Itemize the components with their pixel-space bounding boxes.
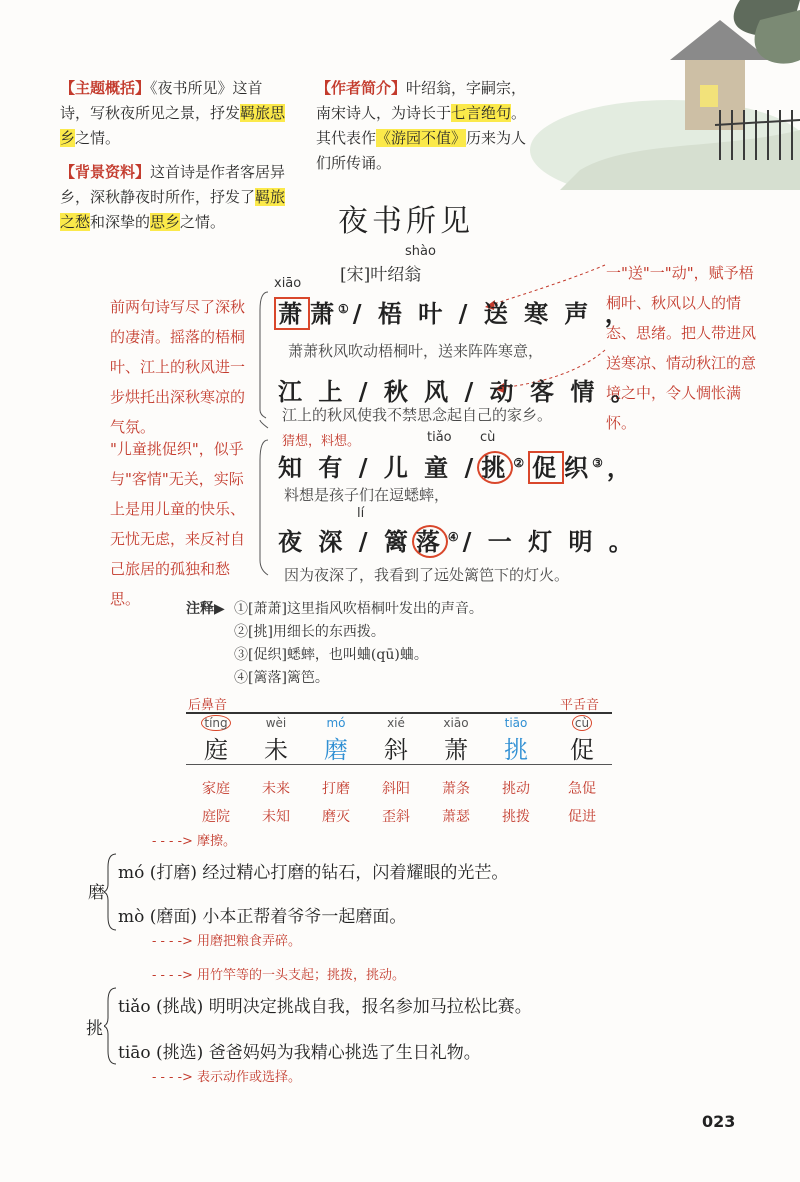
note-marker-1: ① <box>338 302 353 316</box>
background-label: 【背景资料】 <box>60 163 151 181</box>
mo-top-note: - - - -> 摩擦。 <box>152 834 237 849</box>
author-intro <box>316 76 536 176</box>
author-highlight-1: 七言绝句 <box>451 104 512 122</box>
char-wei: 未 <box>264 736 288 764</box>
tiao-sentence-1: tiǎo (挑战) 明明决定挑战自我，报名参加马拉松比赛。 <box>118 997 532 1017</box>
page-number: 023 <box>702 1112 736 1131</box>
note-item-4: ④[篱落]篱笆。 <box>234 670 329 686</box>
boxed-char-xiao: 萧 <box>274 297 310 330</box>
left-brace-lines <box>258 290 272 580</box>
char-col-ting <box>186 716 246 831</box>
circled-char-luo: 落 <box>412 525 448 558</box>
poem-line-4 <box>278 522 637 557</box>
word-cu-2: 促进 <box>568 809 596 825</box>
author-highlight-2: 《游园不值》 <box>376 129 467 147</box>
theme-highlight: 羁旅思乡 <box>60 104 286 147</box>
author-pinyin: shào <box>405 244 436 259</box>
theme-text-end: 之情。 <box>75 129 121 147</box>
author-label: 【作者简介】 <box>316 79 407 97</box>
pinyin-ting: tíng <box>201 715 230 731</box>
pinyin-mo: mó <box>326 716 346 730</box>
translation-4: 因为夜深了，我看到了远处篱笆下的灯火。 <box>284 566 570 584</box>
word-wei-2: 未知 <box>262 809 290 825</box>
right-note: 一"送"一"动"，赋予梧桐叶、秋风以人的情态、思绪。把人带进风送寒凉、情动秋江的意境之中，令人惆怅满怀。 <box>606 264 757 432</box>
pinyin-wei: wèi <box>265 716 287 730</box>
char-col-mo <box>306 716 366 831</box>
background-highlight-2: 思乡 <box>150 213 181 231</box>
poem-line-1 <box>274 294 633 329</box>
word-mo-1: 打磨 <box>322 781 350 797</box>
tiao-top-note-text: 用竹竿等的一头支起；挑拨，挑动。 <box>197 968 406 983</box>
theme-label: 【主题概括】 <box>60 79 151 97</box>
pinyin-cu-table: cù <box>572 715 592 731</box>
poem-title: 夜书所见 <box>338 204 474 239</box>
pinyin-tiao-table: tiāo <box>504 716 528 730</box>
char-ting: 庭 <box>204 736 228 764</box>
tiao-bottom-note: - - - -> 表示动作或选择。 <box>152 1070 302 1085</box>
char-mo: 磨 <box>324 736 348 764</box>
char-col-cu <box>552 716 612 831</box>
char-xiao: 萧 <box>310 299 338 328</box>
word-tiao-2: 挑拨 <box>502 809 530 825</box>
char-tiao-table: 挑 <box>504 736 528 764</box>
tiao-bottom-note-text: 表示动作或选择。 <box>197 1070 302 1085</box>
background-info <box>60 160 290 235</box>
note-marker-3: ③ <box>592 456 607 470</box>
tiao-top-note: - - - -> 用竹竿等的一头支起；挑拨，挑动。 <box>152 968 406 983</box>
polyphone-char-mo: 磨 <box>88 883 105 903</box>
background-text: 这首诗是作者客居异乡，深秋静夜时所作，抒发了 <box>60 163 286 206</box>
line-1-rest: / 梧 叶 / 送 寒 声 ， <box>352 299 633 328</box>
mo-bottom-note: - - - -> 用磨把粮食弄碎。 <box>152 934 302 949</box>
left-note-2: "儿童挑促织"，似乎与"客情"无关，实际上是用儿童的快乐、无忧无虑，来反衬自己旅居的孤独和愁思。 <box>110 440 246 608</box>
mo-brace <box>104 852 118 932</box>
mo-top-note-text: 摩擦。 <box>197 834 237 849</box>
label-flat-tongue: 平舌音 <box>560 698 600 713</box>
word-cu-1: 急促 <box>568 781 596 797</box>
translation-3: 料想是孩子们在逗蟋蟀， <box>284 486 450 504</box>
boxed-char-cu: 促 <box>528 451 564 484</box>
poem-line-3 <box>278 448 635 483</box>
char-xie: 斜 <box>384 736 408 764</box>
word-xie-1: 斜阳 <box>382 781 410 797</box>
note-item-1: ①[萧萧]这里指风吹梧桐叶发出的声音。 <box>234 601 483 617</box>
polyphone-char-tiao: 挑 <box>86 1019 103 1039</box>
notes-label: 注释▶ <box>186 601 225 617</box>
char-col-tiao <box>486 716 546 831</box>
background-highlight-1: 羁旅之愁 <box>60 188 286 231</box>
translation-1: 萧萧秋风吹动梧桐叶，送来阵阵寒意， <box>288 342 544 360</box>
char-col-xiao <box>426 716 486 831</box>
pinyin-xiao-table: xiāo <box>443 716 469 730</box>
author-text-end: 历来为人们所传诵。 <box>316 129 527 172</box>
word-mo-2: 磨灭 <box>322 809 350 825</box>
label-back-nasal: 后鼻音 <box>188 698 228 713</box>
table-top-rule <box>186 712 612 714</box>
poem-author: [宋]叶绍翁 <box>340 265 422 285</box>
pinyin-li: lí <box>357 506 365 521</box>
note-marker-4: ④ <box>447 530 463 544</box>
note-item-3: ③[促织]蟋蟀，也叫蛐(qū)蛐。 <box>234 647 428 663</box>
note-marker-2: ② <box>513 456 529 470</box>
char-col-xie <box>366 716 426 831</box>
word-wei-1: 未来 <box>262 781 290 797</box>
char-zhi: 织 <box>564 453 593 482</box>
char-col-wei <box>246 716 306 831</box>
author-text: 叶绍翁，字嗣宗，南宋诗人，为诗长于 <box>316 79 527 122</box>
pinyin-xie: xié <box>387 716 405 730</box>
translation-2: 江上的秋风使我不禁思念起自己的家乡。 <box>282 406 553 424</box>
background-text-end: 之情。 <box>180 213 226 231</box>
left-note-1: 前两句诗写尽了深秋的凄清。摇落的梧桐叶、江上的秋风进一步烘托出深秋寒凉的气氛。 <box>110 298 246 436</box>
pinyin-cu: cù <box>480 430 496 445</box>
word-ting-1: 家庭 <box>202 781 230 797</box>
char-cu-table: 促 <box>570 736 594 764</box>
note-item-2: ②[挑]用细长的东西拨。 <box>234 624 385 640</box>
tiao-sentence-2: tiāo (挑选) 爸爸妈妈为我精心挑选了生日礼物。 <box>118 1043 481 1063</box>
line-4-start: 夜 深 / 篱 <box>278 527 412 556</box>
gloss-zhi-you: 猜想，料想。 <box>282 434 361 449</box>
word-ting-2: 庭院 <box>202 809 230 825</box>
line-3-end: ， <box>606 453 635 482</box>
poem-line-2: 江 上 / 秋 风 / 动 客 情 。 <box>278 377 639 406</box>
notes-list <box>234 598 483 690</box>
ink-landscape-illustration <box>520 0 800 190</box>
word-xie-2: 歪斜 <box>382 809 410 825</box>
word-tiao-1: 挑动 <box>502 781 530 797</box>
line-4-end: / 一 灯 明 。 <box>462 527 637 556</box>
background-text-mid: 和深挚的 <box>90 213 151 231</box>
author-text-mid: 。其代表作 <box>316 104 527 147</box>
line-3-start: 知 有 / 儿 童 / <box>278 453 478 482</box>
mo-sentence-2: mò (磨面) 小本正帮着爷爷一起磨面。 <box>118 907 407 927</box>
tiao-brace <box>104 986 118 1066</box>
theme-text: 《夜书所见》这首诗，写秋夜所见之景，抒发 <box>60 79 263 122</box>
word-xiao-1: 萧条 <box>442 781 470 797</box>
mo-bottom-note-text: 用磨把粮食弄碎。 <box>197 934 302 949</box>
char-xiao-table: 萧 <box>444 736 468 764</box>
pinyin-xiao: xiāo <box>274 276 302 291</box>
theme-summary <box>60 76 290 151</box>
pinyin-tiao: tiǎo <box>427 430 452 445</box>
circled-char-tiao: 挑 <box>477 451 513 484</box>
mo-sentence-1: mó (打磨) 经过精心打磨的钻石，闪着耀眼的光芒。 <box>118 863 509 883</box>
word-xiao-2: 萧瑟 <box>442 809 470 825</box>
